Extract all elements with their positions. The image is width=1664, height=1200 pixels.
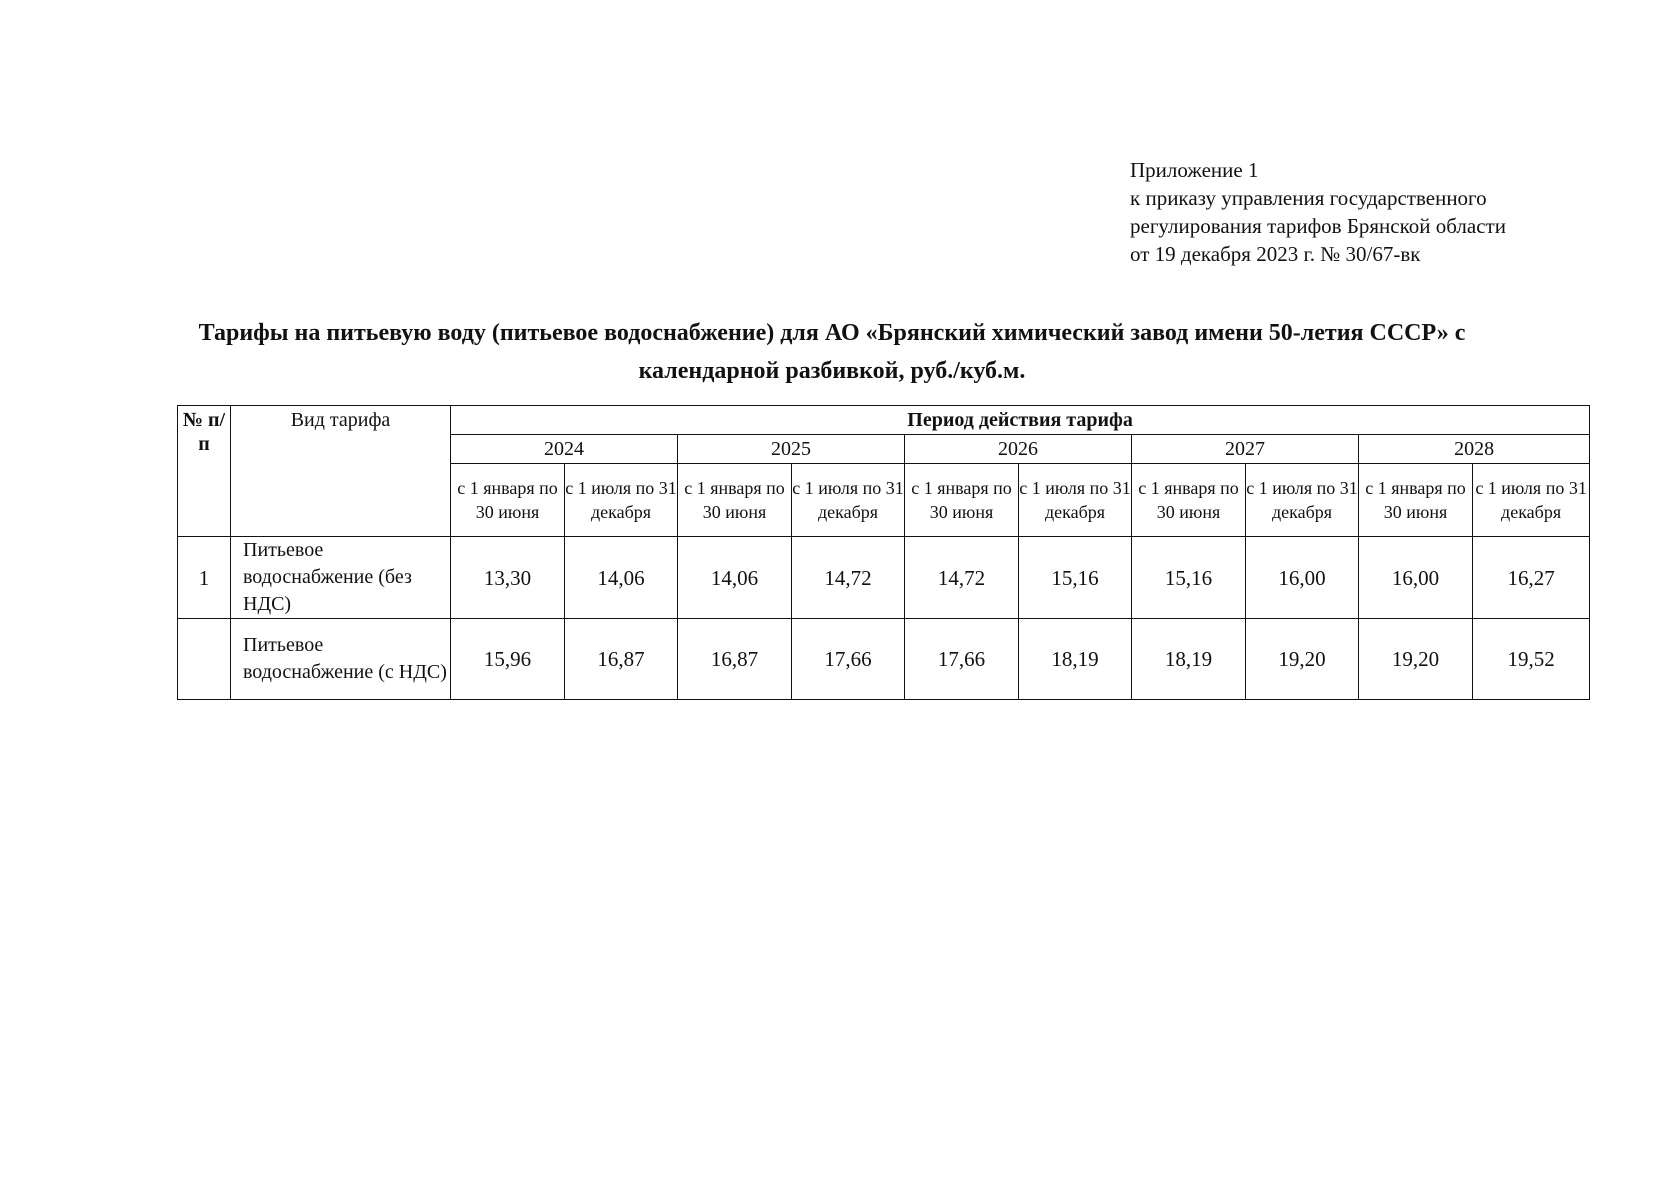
tariff-value: 14,06: [565, 537, 678, 619]
tariff-value: 18,19: [1132, 619, 1246, 700]
tariff-value: 16,00: [1359, 537, 1473, 619]
tariff-value: 19,52: [1473, 619, 1590, 700]
document-title: [120, 314, 1544, 390]
header-year: 2026: [905, 435, 1132, 464]
header-second-half: с 1 июля по 31 декабря: [1019, 464, 1132, 537]
tariff-value: 16,00: [1246, 537, 1359, 619]
tariff-value: 15,96: [451, 619, 565, 700]
header-first-half: с 1 января по 30 июня: [1132, 464, 1246, 537]
table-row: [178, 619, 1590, 700]
header-first-half: с 1 января по 30 июня: [905, 464, 1019, 537]
header-first-half: с 1 января по 30 июня: [451, 464, 565, 537]
tariff-value: 16,87: [678, 619, 792, 700]
header-second-half: с 1 июля по 31 декабря: [1473, 464, 1590, 537]
tariff-value: 16,87: [565, 619, 678, 700]
row-number: [178, 619, 231, 700]
tariff-value: 19,20: [1359, 619, 1473, 700]
appendix-line-4: от 19 декабря 2023 г. № 30/67-вк: [1130, 242, 1421, 266]
header-second-half: с 1 июля по 31 декабря: [565, 464, 678, 537]
header-year: 2028: [1359, 435, 1590, 464]
appendix-line-3: регулирования тарифов Брянской области: [1130, 214, 1506, 238]
header-row-period: [178, 406, 1590, 435]
header-second-half: с 1 июля по 31 декабря: [792, 464, 905, 537]
title-line-1: Тарифы на питьевую воду (питьевое водоснабжение) для АО «Брянский химический завод имени 50-летия СССР» с: [198, 320, 1466, 346]
appendix-line-1: Приложение 1: [1130, 158, 1259, 182]
tariff-value: 17,66: [792, 619, 905, 700]
table-row: [178, 537, 1590, 619]
tariff-value: 13,30: [451, 537, 565, 619]
row-tariff-name: Питьевое водоснабжение (без НДС): [231, 537, 451, 619]
header-first-half: с 1 января по 30 июня: [678, 464, 792, 537]
tariff-value: 14,06: [678, 537, 792, 619]
header-second-half: с 1 июля по 31 декабря: [1246, 464, 1359, 537]
tariff-value: 16,27: [1473, 537, 1590, 619]
tariff-value: 14,72: [792, 537, 905, 619]
header-year: 2024: [451, 435, 678, 464]
row-number: 1: [178, 537, 231, 619]
title-line-2: календарной разбивкой, руб./куб.м.: [638, 358, 1026, 384]
tariff-table: [177, 405, 1590, 700]
header-year: 2025: [678, 435, 905, 464]
header-first-half: с 1 января по 30 июня: [1359, 464, 1473, 537]
tariff-value: 19,20: [1246, 619, 1359, 700]
appendix-line-2: к приказу управления государственного: [1130, 186, 1487, 210]
tariff-value: 15,16: [1019, 537, 1132, 619]
tariff-value: 14,72: [905, 537, 1019, 619]
header-tariff-kind: Вид тарифа: [231, 406, 451, 537]
tariff-value: 18,19: [1019, 619, 1132, 700]
header-period: Период действия тарифа: [451, 406, 1590, 435]
row-tariff-name: Питьевое водоснабжение (с НДС): [231, 619, 451, 700]
appendix-block: [1130, 156, 1650, 268]
tariff-value: 17,66: [905, 619, 1019, 700]
header-year: 2027: [1132, 435, 1359, 464]
header-number: № п/п: [178, 406, 231, 537]
tariff-value: 15,16: [1132, 537, 1246, 619]
